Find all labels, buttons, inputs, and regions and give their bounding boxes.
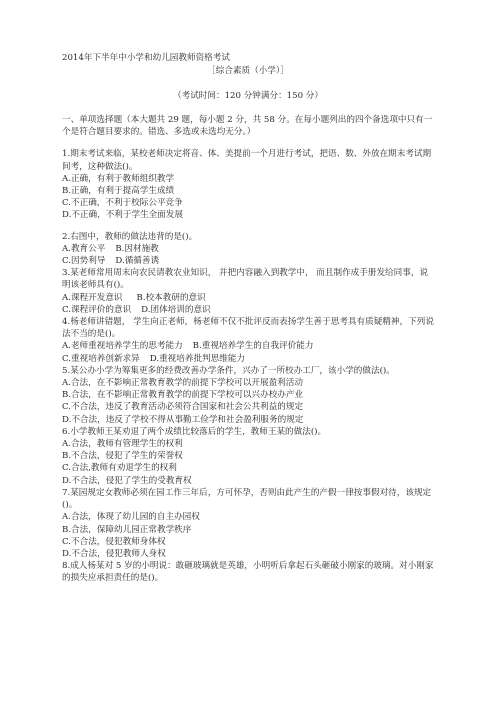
question-stem: 6.小学教师王某劝退了两个成绩比较落后的学生，教师王某的做法()。 [62, 426, 327, 437]
option-b: B.合法，在不影响正常教育教学的前提下学校可以兴办校办产业 [62, 390, 304, 401]
option-row [62, 353, 434, 365]
option-c: C.不合法，侵犯教师身体权 [62, 536, 166, 547]
option-d: D.重视培养批判思维能力 [149, 353, 246, 364]
question-3 [62, 267, 434, 316]
question-stem: 7.某园规定女教师必须在园工作三年后，方可怀孕，否则由此产生的产假一律按事假对待，该规定()。 [62, 487, 432, 511]
question-stem: 1.期末考试来临，某校老师决定将音、体、美提前一个月进行考试，把语、数、外放在期末考试期间考，这种做法()。 [62, 149, 432, 172]
question-1 [62, 148, 434, 221]
question-7 [62, 487, 434, 560]
option-c: C.不合法，违反了教育活动必须符合国家和社会公共利益的规定 [62, 402, 304, 413]
question-6 [62, 426, 434, 487]
option-a: A.正确，有利于教师组织教学 [62, 173, 175, 184]
section-intro: 一、单项选择题（本大题共 29 题，每小题 2 分，共 58 分。在每小题列出的四个备选项中只有一个是符合题目要求的。错选、多选或未选均无分。） [62, 115, 433, 138]
option-d: D.不合法，违反了学校不得从事勤工俭学和社会盈利服务的规定 [62, 414, 304, 425]
doc-subtitle: ［综合素质（小学）］ [207, 66, 289, 76]
option-d: D.循循善诱 [115, 256, 160, 267]
question-5 [62, 365, 434, 426]
exam-info: （考试时间：120 分钟满分：150 分） [173, 91, 323, 101]
option-d: D.不合法，侵犯教师人身权 [62, 548, 166, 559]
option-b: B.不合法，侵犯了学生的荣誉权 [62, 451, 183, 462]
option-d: D.不正确，不利于学生全面发展 [62, 210, 184, 221]
option-row [62, 340, 434, 352]
option-c: C.重视培养创新求异 [62, 353, 140, 364]
option-b: B.合法，保障幼儿园正常教学秩序 [62, 524, 192, 535]
option-c: C.不正确，不利于校际公平竞争 [62, 198, 183, 209]
question-stem: 8.成人杨某对 5 岁的小明说：敢砸玻璃就是英雄，小明听后拿起石头砸破小刚家的玻璃。对小刚家的损失应承担责任的是()。 [62, 561, 434, 584]
option-row [62, 243, 434, 255]
option-a: A.合法，在不影响正常教育教学的前提下学校可以开展盈利活动 [62, 378, 303, 389]
question-2 [62, 231, 434, 268]
option-row [62, 255, 434, 267]
document-page [62, 52, 434, 585]
option-d: D.团体培训的意识 [141, 304, 211, 315]
option-b: B.正确，有利于提高学生成绩 [62, 186, 175, 197]
doc-title: 2014年下半年中小学和幼儿园教师资格考试 [62, 53, 230, 63]
option-row [62, 304, 434, 316]
option-a: A.合法，体现了幼儿园的自主办园权 [62, 512, 200, 523]
option-a: A.教育公平 [62, 243, 106, 254]
option-b: B.因材施教 [115, 243, 159, 254]
option-a: A.课程开发意识 [62, 292, 123, 303]
question-stem: 2.右图中，教师的做法违背的是()。 [62, 231, 198, 242]
option-b: B.校本教研的意识 [136, 292, 206, 303]
option-c: C.合法,教师有劝退学生的权利 [62, 463, 177, 474]
question-stem: 3.某老师常用周末向农民请教农业知识， 并把内容融入到教学中， 而且制作成手册发给同事，说明该老师具有()。 [62, 268, 429, 291]
question-stem: 4.杨老师讲错题， 学生向正老师，杨老师不仅不批评反而表扬学生善于思考具有质疑精神，下列说法不当的是()。 [62, 317, 434, 340]
option-c: C.课程评价的意识 [62, 304, 132, 315]
option-row [62, 292, 434, 304]
option-d: D.不合法，侵犯了学生的受教育权 [62, 475, 192, 486]
option-a: A.老师重视培养学生的思考能力 [62, 341, 183, 352]
question-8 [62, 560, 434, 584]
question-4 [62, 316, 434, 365]
option-b: B.重视培养学生的自我评价能力 [192, 341, 314, 352]
option-c: C.因势利导 [62, 256, 106, 267]
question-stem: 5.某公办小学为筹集更多的经费改善办学条件，兴办了一所校办工厂，该小学的做法()。 [62, 365, 395, 376]
option-a: A.合法，教师有管理学生的权利 [62, 439, 183, 450]
